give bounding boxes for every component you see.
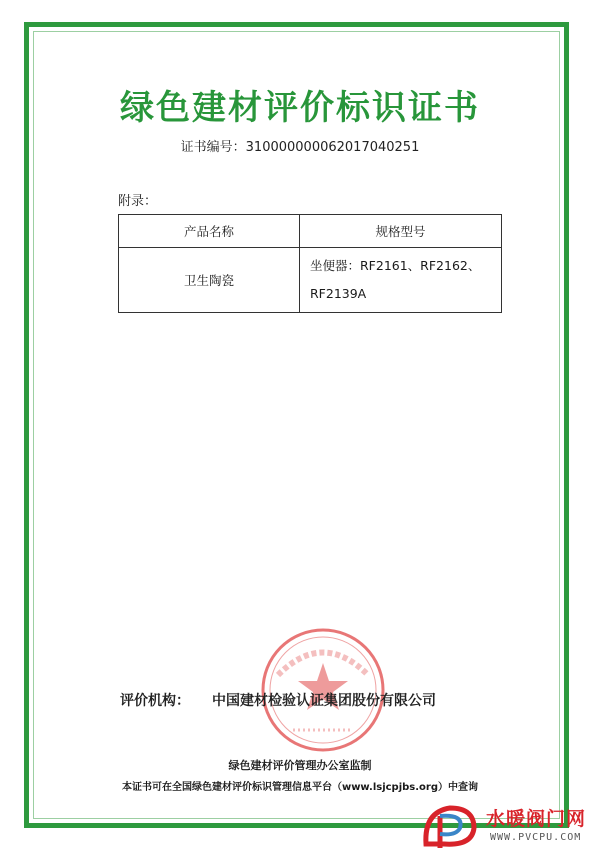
- spec-model-cell: [300, 248, 502, 313]
- certificate-number-label: 证书编号：: [180, 140, 246, 155]
- org-name: 中国建材检验认证集团股份有限公司: [212, 693, 436, 709]
- certificate-title: 绿色建材评价标识证书: [120, 88, 480, 128]
- product-name-cell: 卫生陶瓷: [119, 248, 300, 313]
- product-table: [118, 214, 502, 313]
- certificate-number: [0, 136, 600, 155]
- watermark-logo-icon: [420, 802, 480, 852]
- appendix-label: 附录：: [118, 194, 158, 209]
- org-label: 评价机构：: [120, 693, 190, 709]
- watermark-name: 水暖阀门网: [486, 808, 587, 830]
- query-note: 本证书可在全国绿色建材评价标识管理信息平台（www.lsjcpjbs.org）中查询: [121, 782, 479, 793]
- watermark-url: WWW.PVCPU.COM: [490, 832, 582, 843]
- table-row: [119, 248, 502, 313]
- spec-line-2: RF2139A: [310, 286, 367, 301]
- spec-line-1: 坐便器：RF2161、RF2162、: [310, 258, 481, 273]
- table-header-row: [119, 215, 502, 248]
- header-product-name: 产品名称: [119, 215, 300, 248]
- site-watermark: [420, 800, 598, 852]
- header-spec-model: 规格型号: [300, 215, 502, 248]
- supervisor-line: 绿色建材评价管理办公室监制: [228, 759, 372, 772]
- certificate-number-value: 310000000062017040251: [245, 140, 420, 155]
- evaluation-organization: [120, 690, 436, 710]
